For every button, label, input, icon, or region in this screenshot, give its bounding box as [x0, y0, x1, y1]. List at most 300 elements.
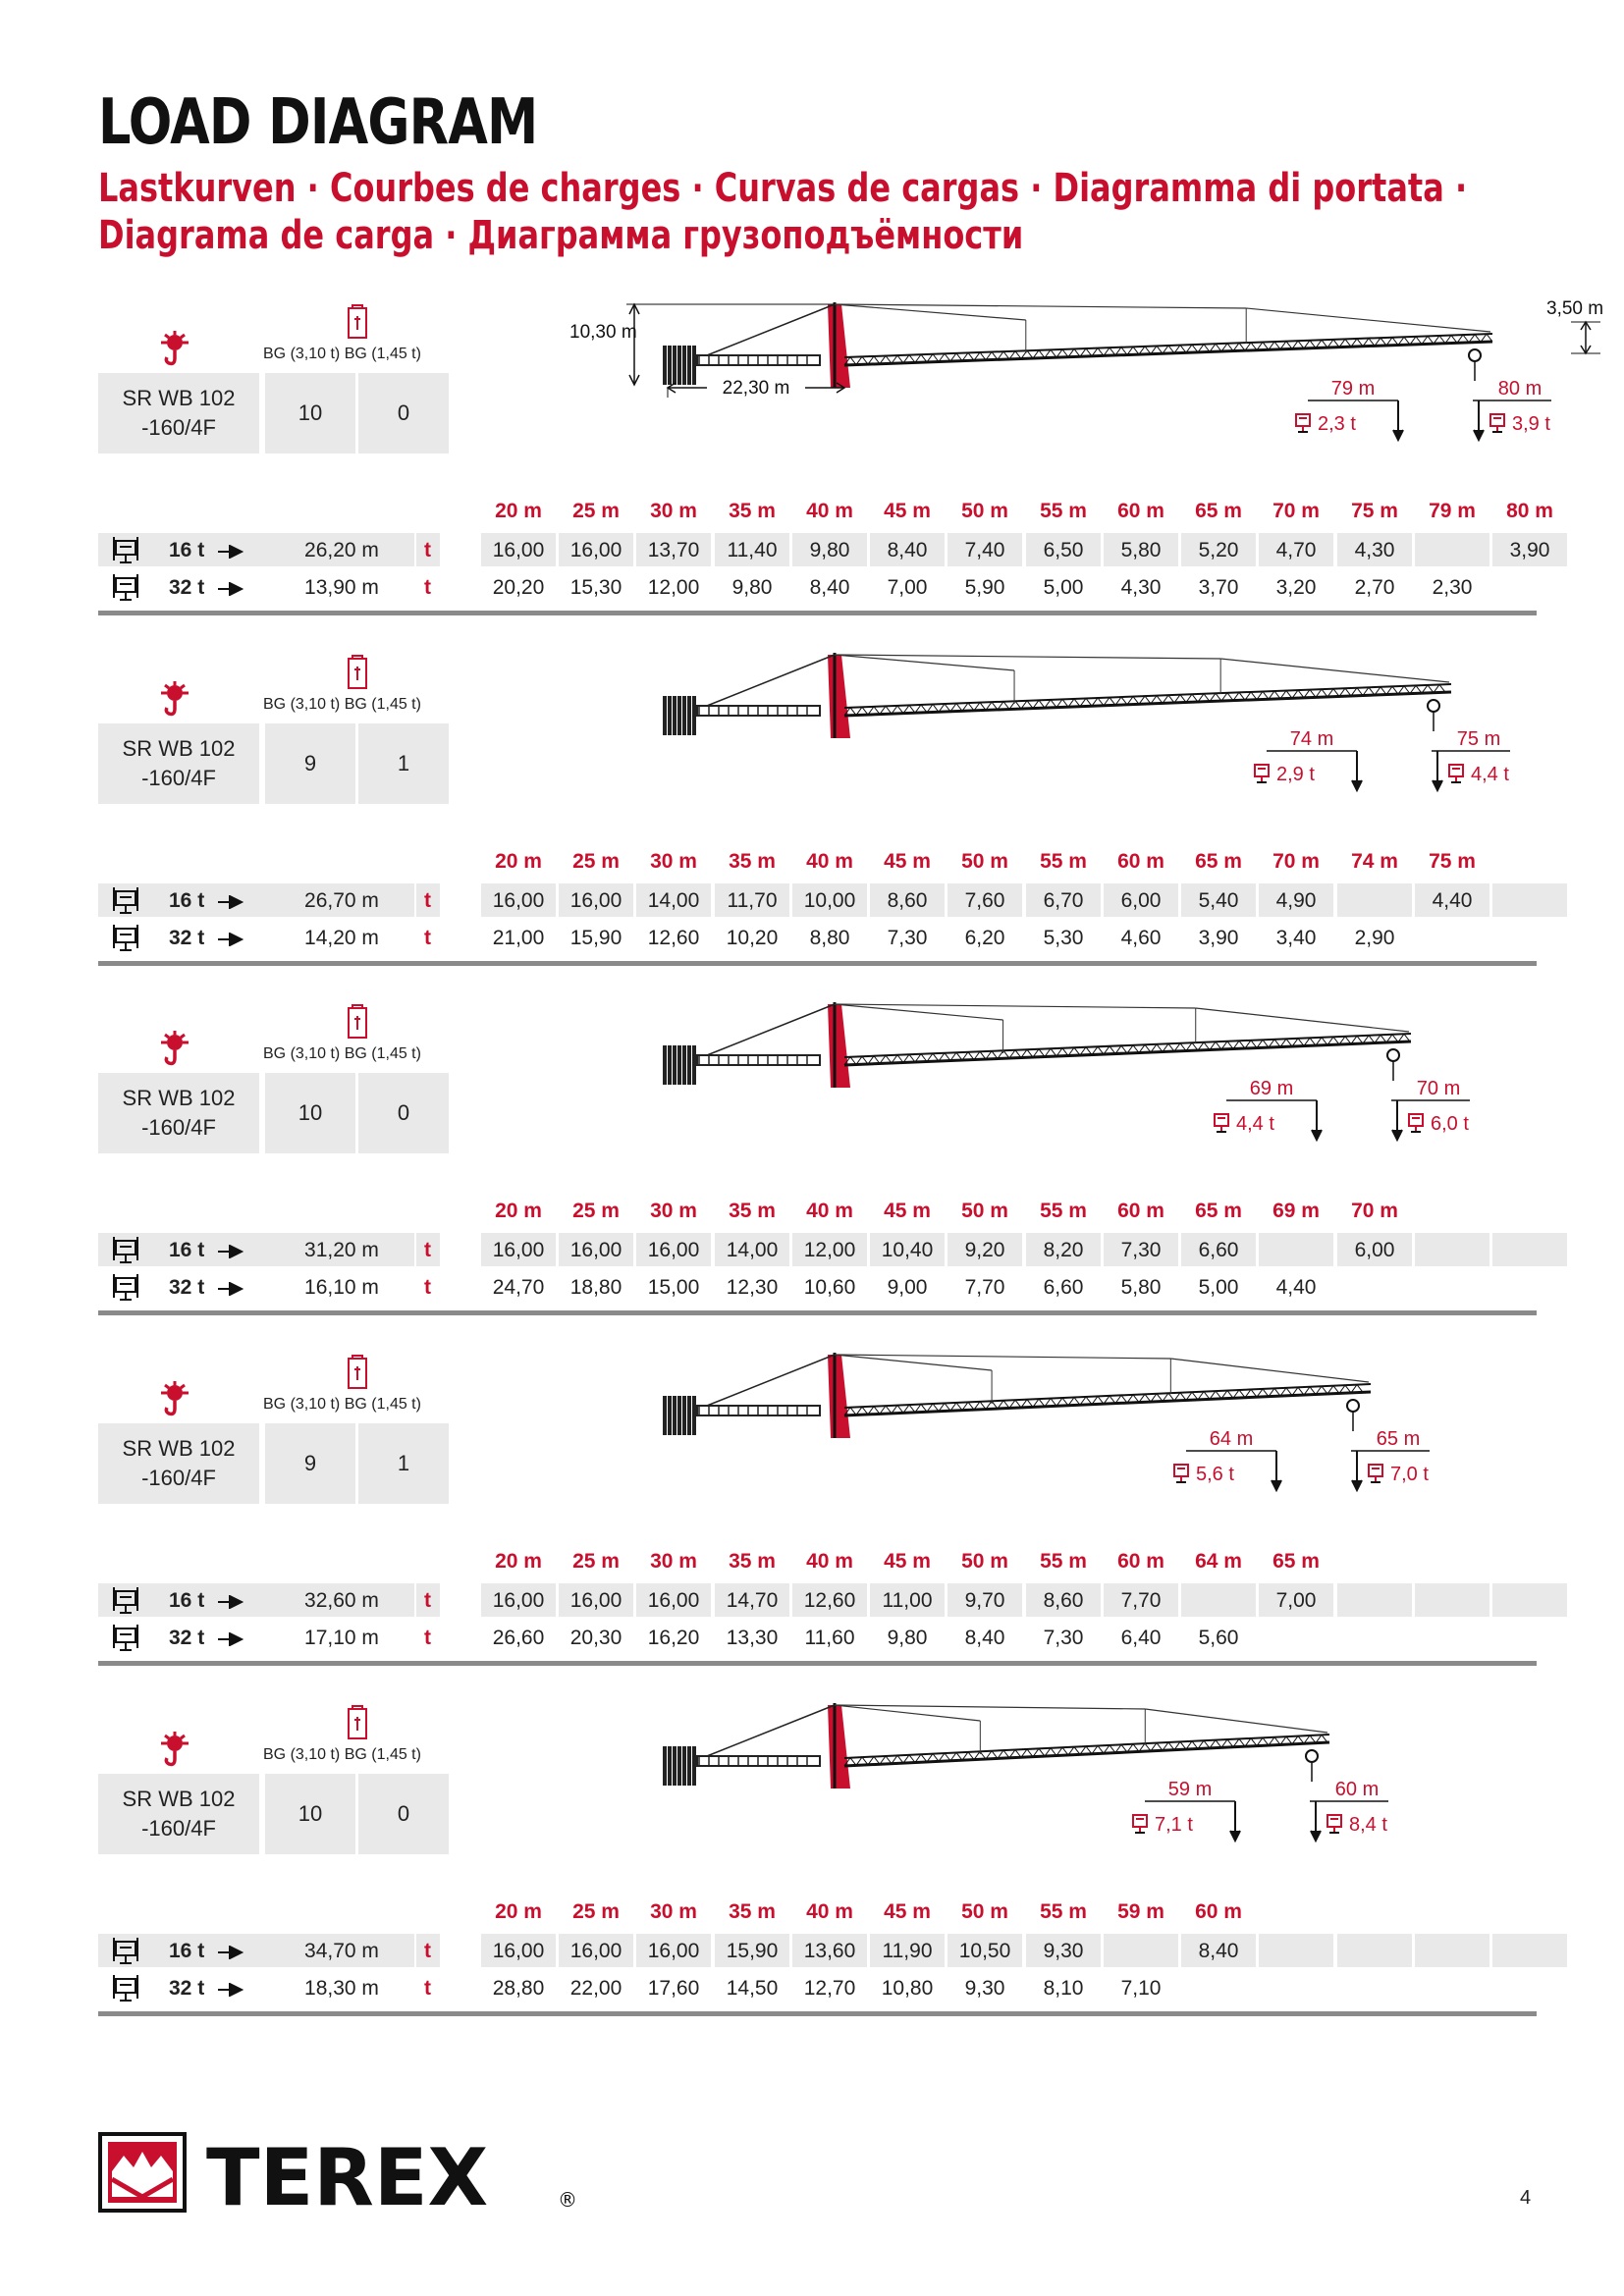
radius-header: 50 m [961, 500, 1008, 522]
radius-load-2: 6,0 t [1431, 1113, 1469, 1135]
radius-header: 60 m [1117, 500, 1164, 522]
radius-header: 60 m [1117, 1550, 1164, 1573]
ballast-labels [263, 1396, 421, 1414]
radius-header: 65 m [1272, 1550, 1320, 1573]
load-value: 26,60 [492, 1627, 545, 1649]
unit-label: t [424, 1940, 431, 1962]
load-capacity-label: 32 t [169, 927, 205, 949]
radius-header: 45 m [884, 500, 931, 522]
load-capacity-label: 16 t [169, 1940, 205, 1962]
load-hook-icon [1327, 1815, 1341, 1833]
load-value: 11,70 [727, 889, 778, 912]
load-row [98, 1621, 1537, 1656]
ballast-label-1: BG (3,10 t) [263, 1396, 341, 1413]
ballast-count-2: 1 [358, 723, 449, 804]
load-row [98, 1934, 1537, 1969]
radius-header: 60 m [1195, 1900, 1242, 1923]
load-value: 5,30 [1043, 927, 1084, 949]
load-value: 15,90 [569, 927, 623, 949]
load-value: 5,00 [1198, 1276, 1239, 1299]
load-hook-icon [1490, 414, 1504, 432]
radius-load-1: 2,9 t [1276, 764, 1315, 785]
counterweight-icon [663, 696, 696, 735]
load-value: 8,40 [964, 1627, 1005, 1649]
radius-header: 75 m [1351, 500, 1398, 522]
unit-label: t [424, 576, 431, 599]
load-value: 6,40 [1120, 1627, 1162, 1649]
arrow-right-icon [218, 895, 244, 909]
hook-single-icon [112, 1585, 139, 1615]
load-value: 3,70 [1198, 576, 1239, 599]
radius-load-2: 4,4 t [1471, 764, 1509, 785]
ballast-count-2: 1 [358, 1423, 449, 1504]
load-value: 7,70 [964, 1276, 1005, 1299]
unit-label: t [424, 1977, 431, 2000]
load-hook-icon [1369, 1465, 1382, 1482]
ballast-label-2: BG (1,45 t) [344, 1045, 421, 1062]
arrow-down-icon [1393, 400, 1403, 440]
load-value: 4,90 [1275, 889, 1317, 912]
load-value: 9,80 [731, 576, 773, 599]
arrow-down-icon [1272, 1451, 1281, 1490]
radius-load-2: 7,0 t [1390, 1464, 1429, 1485]
radius-header: 40 m [806, 1550, 853, 1573]
counterweight-icon [663, 1396, 696, 1435]
model-line-2: -160/4F [141, 1466, 216, 1490]
load-value: 7,30 [887, 927, 928, 949]
tower-head [828, 304, 850, 388]
load-value: 12,70 [803, 1977, 856, 2000]
radius-header: 79 m [1429, 500, 1476, 522]
ballast-count-1: 10 [265, 373, 355, 454]
load-value: 10,50 [958, 1940, 1011, 1962]
radius-header: 20 m [495, 1900, 542, 1923]
ballast-icon [347, 1705, 368, 1740]
load-value: 7,30 [1043, 1627, 1084, 1649]
load-hook-icon [1133, 1815, 1147, 1833]
load-value: 14,70 [726, 1589, 779, 1612]
load-value: 15,90 [726, 1940, 779, 1962]
radius-label-1: 69 m [1249, 1078, 1294, 1099]
unit-label: t [424, 1276, 431, 1299]
load-value: 3,90 [1509, 539, 1550, 561]
load-value: 11,60 [804, 1627, 855, 1649]
load-value: 7,40 [964, 539, 1005, 561]
trolley-icon [1306, 1750, 1318, 1762]
ballast-label-2: BG (1,45 t) [344, 696, 421, 713]
arrow-down-icon [1312, 1100, 1322, 1140]
load-row [98, 921, 1537, 956]
load-value: 8,40 [887, 539, 928, 561]
hook-icon [157, 1730, 192, 1769]
load-value: 14,00 [647, 889, 700, 912]
section-divider [98, 961, 1537, 966]
load-value: 12,30 [726, 1276, 779, 1299]
load-value: 6,60 [1198, 1239, 1239, 1261]
load-value: 16,00 [647, 1940, 700, 1962]
load-value: 7,00 [887, 576, 928, 599]
crane-diagram [550, 1695, 1624, 1852]
load-value: 8,60 [1043, 1589, 1084, 1612]
max-load-radius: 34,70 m [304, 1940, 379, 1962]
model-line-2: -160/4F [141, 766, 216, 790]
radius-header: 35 m [729, 500, 776, 522]
radius-header: 59 m [1117, 1900, 1164, 1923]
arrow-right-icon [218, 1245, 244, 1258]
ballast-icon [347, 1355, 368, 1390]
load-row [98, 1233, 1537, 1268]
load-value: 14,50 [726, 1977, 779, 2000]
max-load-radius: 26,20 m [304, 539, 379, 561]
max-load-radius: 31,20 m [304, 1239, 379, 1261]
load-section [98, 294, 1604, 618]
model-name [98, 373, 259, 454]
ballast-label-2: BG (1,45 t) [344, 1396, 421, 1413]
radius-header: 25 m [572, 1200, 620, 1222]
arrow-right-icon [218, 1946, 244, 1959]
brand-name: TEREX [206, 2132, 489, 2213]
load-value: 24,70 [492, 1276, 545, 1299]
radius-load-2: 3,9 t [1512, 413, 1550, 435]
max-load-radius: 32,60 m [304, 1589, 379, 1612]
load-hook-icon [1409, 1114, 1423, 1132]
ballast-count-1: 9 [265, 723, 355, 804]
arrow-right-icon [218, 1595, 244, 1609]
load-value: 8,80 [809, 927, 850, 949]
radius-header: 55 m [1040, 850, 1087, 873]
unit-label: t [424, 1239, 431, 1261]
radius-header: 30 m [650, 850, 697, 873]
load-row [98, 883, 1537, 919]
load-value: 9,20 [964, 1239, 1005, 1261]
radius-header: 25 m [572, 850, 620, 873]
arrow-down-icon [1311, 1801, 1321, 1841]
hook-icon [157, 329, 192, 368]
ballast-icon [347, 655, 368, 690]
tower-head [828, 1705, 850, 1789]
load-row [98, 570, 1537, 606]
load-hook-icon [1215, 1114, 1228, 1132]
load-value: 16,00 [492, 1589, 545, 1612]
load-value: 5,60 [1198, 1627, 1239, 1649]
trolley-icon [1347, 1400, 1359, 1412]
load-value: 16,00 [492, 1239, 545, 1261]
crane-diagram [550, 994, 1624, 1151]
section-divider [98, 2011, 1537, 2016]
radius-header: 20 m [495, 850, 542, 873]
max-load-radius: 18,30 m [304, 1977, 379, 2000]
jib-lattice [844, 334, 1492, 365]
load-value: 8,40 [809, 576, 850, 599]
arrow-down-icon [1352, 1451, 1362, 1490]
model-line-2: -160/4F [141, 1115, 216, 1140]
radius-header: 35 m [729, 1200, 776, 1222]
hook-icon [157, 1029, 192, 1068]
page-number: 4 [1520, 2187, 1532, 2209]
radius-header: 65 m [1195, 500, 1242, 522]
load-value: 2,90 [1354, 927, 1395, 949]
load-value: 5,40 [1198, 889, 1239, 912]
radius-header: 30 m [650, 1900, 697, 1923]
ballast-label-1: BG (3,10 t) [263, 1746, 341, 1763]
load-value: 21,00 [492, 927, 545, 949]
model-line-2: -160/4F [141, 1816, 216, 1841]
load-value: 16,00 [492, 539, 545, 561]
arrow-right-icon [218, 1983, 244, 1997]
counterweight-icon [663, 1045, 696, 1085]
arrow-right-icon [218, 1282, 244, 1296]
load-value: 12,00 [647, 576, 700, 599]
load-section [98, 1695, 1537, 2019]
jib-lattice [844, 684, 1451, 716]
load-value: 10,40 [881, 1239, 934, 1261]
radius-header: 40 m [806, 1200, 853, 1222]
section-divider [98, 1661, 1537, 1666]
radius-header: 20 m [495, 1200, 542, 1222]
load-value: 20,20 [492, 576, 545, 599]
load-hook-icon [1449, 765, 1463, 782]
radius-header: 69 m [1272, 1200, 1320, 1222]
trolley-icon [1428, 700, 1439, 712]
model-line-1: SR WB 102 [122, 386, 236, 410]
load-value: 3,40 [1275, 927, 1317, 949]
load-value: 11,90 [882, 1940, 933, 1962]
terex-logo [98, 2132, 579, 2213]
max-load-radius: 14,20 m [304, 927, 379, 949]
load-value: 4,70 [1275, 539, 1317, 561]
trolley-icon [1387, 1049, 1399, 1061]
load-row [98, 1270, 1537, 1306]
arrow-down-icon [1230, 1801, 1240, 1841]
radius-header: 25 m [572, 1900, 620, 1923]
hook-double-icon [112, 1623, 139, 1652]
ballast-labels [263, 1746, 421, 1764]
arrow-down-icon [1352, 751, 1362, 790]
radius-header: 40 m [806, 500, 853, 522]
radius-header: 75 m [1429, 850, 1476, 873]
radius-header: 74 m [1351, 850, 1398, 873]
load-capacity-label: 32 t [169, 1276, 205, 1299]
load-capacity-label: 16 t [169, 539, 205, 561]
load-capacity-label: 16 t [169, 1589, 205, 1612]
radius-header: 45 m [884, 850, 931, 873]
unit-label: t [424, 889, 431, 912]
load-value: 6,60 [1043, 1276, 1084, 1299]
crane-diagram [550, 645, 1624, 802]
load-value: 6,70 [1043, 889, 1084, 912]
load-value: 3,20 [1275, 576, 1317, 599]
load-value: 9,80 [809, 539, 850, 561]
radius-header-row [98, 848, 1537, 876]
load-value: 12,60 [803, 1589, 856, 1612]
load-value: 9,00 [887, 1276, 928, 1299]
load-hook-icon [1174, 1465, 1188, 1482]
load-value: 10,00 [803, 889, 856, 912]
section-divider [98, 1310, 1537, 1315]
radius-header: 70 m [1272, 500, 1320, 522]
ballast-icon [347, 1004, 368, 1040]
radius-load-2: 8,4 t [1349, 1814, 1387, 1836]
load-value: 8,60 [887, 889, 928, 912]
load-section [98, 645, 1537, 969]
max-load-radius: 26,70 m [304, 889, 379, 912]
load-value: 5,20 [1198, 539, 1239, 561]
radius-label-1: 59 m [1167, 1779, 1213, 1800]
radius-label-1: 64 m [1209, 1428, 1254, 1450]
subtitle-line-2: Diagrama de carga · Диаграмма грузоподъёмности [98, 213, 1024, 258]
model-line-1: SR WB 102 [122, 736, 236, 761]
section-divider [98, 611, 1537, 615]
ballast-label-1: BG (3,10 t) [263, 346, 341, 362]
radius-header: 70 m [1272, 850, 1320, 873]
load-value: 17,60 [647, 1977, 700, 2000]
load-value: 6,50 [1043, 539, 1084, 561]
load-value: 7,70 [1120, 1589, 1162, 1612]
ballast-icon [347, 304, 368, 340]
ballast-label-2: BG (1,45 t) [344, 346, 421, 362]
hook-double-icon [112, 923, 139, 952]
model-line-2: -160/4F [141, 415, 216, 440]
load-value: 14,00 [726, 1239, 779, 1261]
load-value: 20,30 [569, 1627, 623, 1649]
load-value: 2,30 [1432, 576, 1473, 599]
model-name [98, 1423, 259, 1504]
radius-header: 70 m [1351, 1200, 1398, 1222]
model-name [98, 723, 259, 804]
jib-lattice [844, 1034, 1411, 1065]
load-value: 15,00 [647, 1276, 700, 1299]
counterweight-icon [663, 346, 696, 385]
radius-header: 35 m [729, 1550, 776, 1573]
radius-header: 60 m [1117, 850, 1164, 873]
radius-header: 80 m [1506, 500, 1553, 522]
counterweight-icon [663, 1746, 696, 1786]
radius-label-2: 70 m [1416, 1078, 1461, 1099]
model-name [98, 1774, 259, 1854]
load-value: 3,90 [1198, 927, 1239, 949]
radius-header: 25 m [572, 500, 620, 522]
radius-header: 25 m [572, 1550, 620, 1573]
load-value: 16,00 [492, 1940, 545, 1962]
radius-header: 20 m [495, 500, 542, 522]
load-value: 6,20 [964, 927, 1005, 949]
radius-header: 65 m [1195, 1200, 1242, 1222]
subtitle-line-1: Lastkurven · Courbes de charges · Curvas de cargas · Diagramma di portata · [98, 166, 1468, 211]
load-hook-icon [1296, 414, 1310, 432]
radius-header-row [98, 1898, 1537, 1926]
radius-label-2: 65 m [1376, 1428, 1421, 1450]
load-row [98, 533, 1550, 568]
radius-load-1: 4,4 t [1236, 1113, 1274, 1135]
radius-label-1: 79 m [1330, 378, 1376, 400]
radius-header: 55 m [1040, 1900, 1087, 1923]
load-capacity-label: 32 t [169, 576, 205, 599]
radius-header: 45 m [884, 1550, 931, 1573]
tip-height-label: 3,50 m [1546, 298, 1604, 319]
load-value: 7,00 [1275, 1589, 1317, 1612]
load-value: 5,80 [1120, 1276, 1162, 1299]
radius-header: 40 m [806, 1900, 853, 1923]
registered-mark: ® [558, 2188, 577, 2212]
arrow-right-icon [218, 933, 244, 946]
page-subtitle [98, 165, 1473, 259]
hook-single-icon [112, 535, 139, 564]
radius-header: 30 m [650, 1200, 697, 1222]
load-value: 16,00 [569, 889, 623, 912]
load-value: 16,00 [569, 1239, 623, 1261]
load-value: 11,00 [882, 1589, 933, 1612]
ballast-label-2: BG (1,45 t) [344, 1746, 421, 1763]
radius-label-1: 74 m [1289, 728, 1334, 750]
load-value: 8,10 [1043, 1977, 1084, 2000]
radius-header: 50 m [961, 1900, 1008, 1923]
load-capacity-label: 16 t [169, 889, 205, 912]
arrow-down-icon [1474, 400, 1484, 440]
load-section [98, 994, 1537, 1318]
load-value: 4,40 [1432, 889, 1473, 912]
ballast-count-2: 0 [358, 373, 449, 454]
load-value: 12,60 [647, 927, 700, 949]
radius-header: 30 m [650, 500, 697, 522]
load-value: 16,00 [569, 1589, 623, 1612]
radius-header: 50 m [961, 850, 1008, 873]
load-value: 6,00 [1120, 889, 1162, 912]
jib-lattice [844, 1735, 1329, 1766]
load-value: 4,30 [1120, 576, 1162, 599]
load-value: 7,30 [1120, 1239, 1162, 1261]
model-line-1: SR WB 102 [122, 1787, 236, 1811]
load-capacity-label: 16 t [169, 1239, 205, 1261]
load-value: 16,00 [569, 539, 623, 561]
radius-header: 45 m [884, 1900, 931, 1923]
ballast-labels [263, 1045, 421, 1063]
jib-lattice [844, 1384, 1371, 1415]
unit-label: t [424, 1627, 431, 1649]
hook-icon [157, 1379, 192, 1418]
load-section [98, 1345, 1537, 1669]
load-value: 9,80 [887, 1627, 928, 1649]
trolley-icon [1469, 349, 1481, 361]
unit-label: t [424, 539, 431, 561]
radius-header: 55 m [1040, 500, 1087, 522]
page-title: LOAD DIAGRAM [98, 86, 538, 159]
load-row [98, 1583, 1537, 1619]
max-load-radius: 17,10 m [304, 1627, 379, 1649]
tower-head [828, 655, 850, 738]
radius-header: 50 m [961, 1550, 1008, 1573]
radius-header-row [98, 1548, 1537, 1575]
load-value: 7,60 [964, 889, 1005, 912]
hook-icon [157, 679, 192, 719]
load-value: 4,30 [1354, 539, 1395, 561]
load-capacity-label: 32 t [169, 1627, 205, 1649]
crane-diagram [550, 294, 1624, 452]
model-line-1: SR WB 102 [122, 1086, 236, 1110]
radius-header: 55 m [1040, 1200, 1087, 1222]
counter-jib-label: 22,30 m [722, 378, 790, 399]
arrow-down-icon [1433, 751, 1442, 790]
arrow-right-icon [218, 1632, 244, 1646]
radius-header: 30 m [650, 1550, 697, 1573]
radius-header: 65 m [1195, 850, 1242, 873]
load-value: 10,20 [726, 927, 779, 949]
radius-label-2: 60 m [1334, 1779, 1380, 1800]
max-load-radius: 16,10 m [304, 1276, 379, 1299]
load-value: 2,70 [1354, 576, 1395, 599]
radius-header: 35 m [729, 1900, 776, 1923]
load-hook-icon [1255, 765, 1269, 782]
load-value: 9,70 [964, 1589, 1005, 1612]
